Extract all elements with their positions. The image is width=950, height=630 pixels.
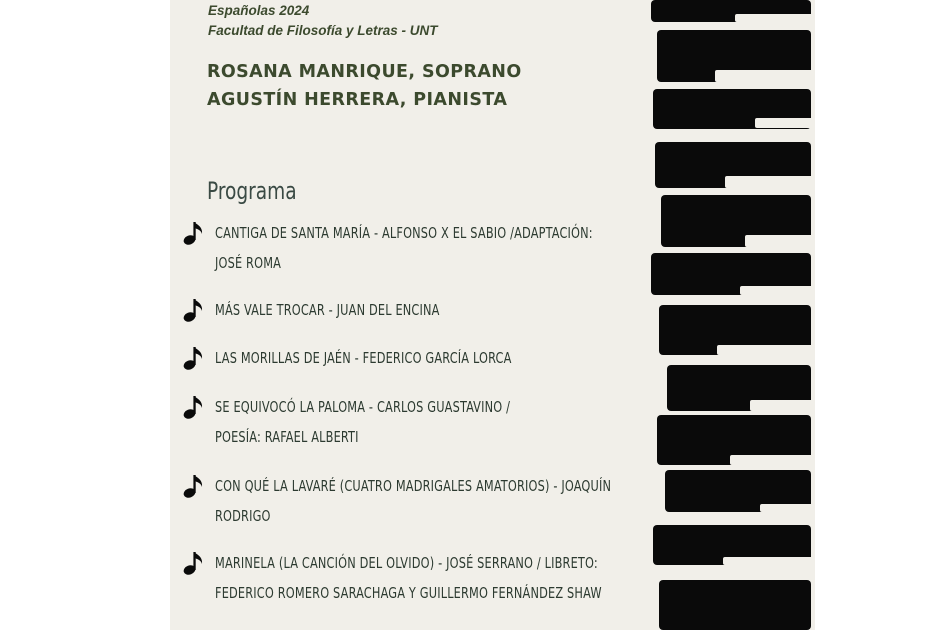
- program-item-3-line-1: LAS MORILLAS DE JAÉN - FEDERICO GARCÍA LORCA: [215, 349, 512, 367]
- eighth-note-icon: [182, 473, 206, 499]
- piano-keys-graphic: [645, 0, 815, 630]
- program-item-2-line-1: MÁS VALE TROCAR - JUAN DEL ENCINA: [215, 301, 440, 319]
- eighth-note-icon: [182, 345, 206, 371]
- event-subtitle-line-1: Españolas 2024: [208, 3, 310, 18]
- program-item-1-line-1: CANTIGA DE SANTA MARÍA - ALFONSO X EL SABIO /ADAPTACIÓN:: [215, 224, 593, 242]
- program-item-1-line-2: JOSÉ ROMA: [215, 254, 282, 272]
- eighth-note-icon: [182, 297, 206, 323]
- event-subtitle-line-2: Facultad de Filosofía y Letras - UNT: [208, 23, 438, 38]
- eighth-note-icon: [182, 550, 206, 576]
- performer-pianist: AGUSTÍN HERRERA, PIANISTA: [207, 90, 508, 110]
- program-list: [182, 0, 642, 630]
- program-item-6-line-2: FEDERICO ROMERO SARACHAGA Y GUILLERMO FERNÁNDEZ SHAW: [215, 584, 602, 602]
- program-item-6-line-1: MARINELA (LA CANCIÓN DEL OLVIDO) - JOSÉ SERRANO / LIBRETO:: [215, 554, 598, 572]
- program-item-4-line-1: SE EQUIVOCÓ LA PALOMA - CARLOS GUASTAVINO /: [215, 398, 511, 416]
- eighth-note-icon: [182, 394, 206, 420]
- program-item-5-line-1: CON QUÉ LA LAVARÉ (CUATRO MADRIGALES AMATORIOS) - JOAQUÍN: [215, 477, 612, 495]
- performer-soprano: ROSANA MANRIQUE, SOPRANO: [207, 62, 522, 82]
- eighth-note-icon: [182, 220, 206, 246]
- program-heading: Programa: [207, 177, 297, 205]
- program-item-4-line-2: POESÍA: RAFAEL ALBERTI: [215, 428, 359, 446]
- program-item-5-line-2: RODRIGO: [215, 507, 271, 525]
